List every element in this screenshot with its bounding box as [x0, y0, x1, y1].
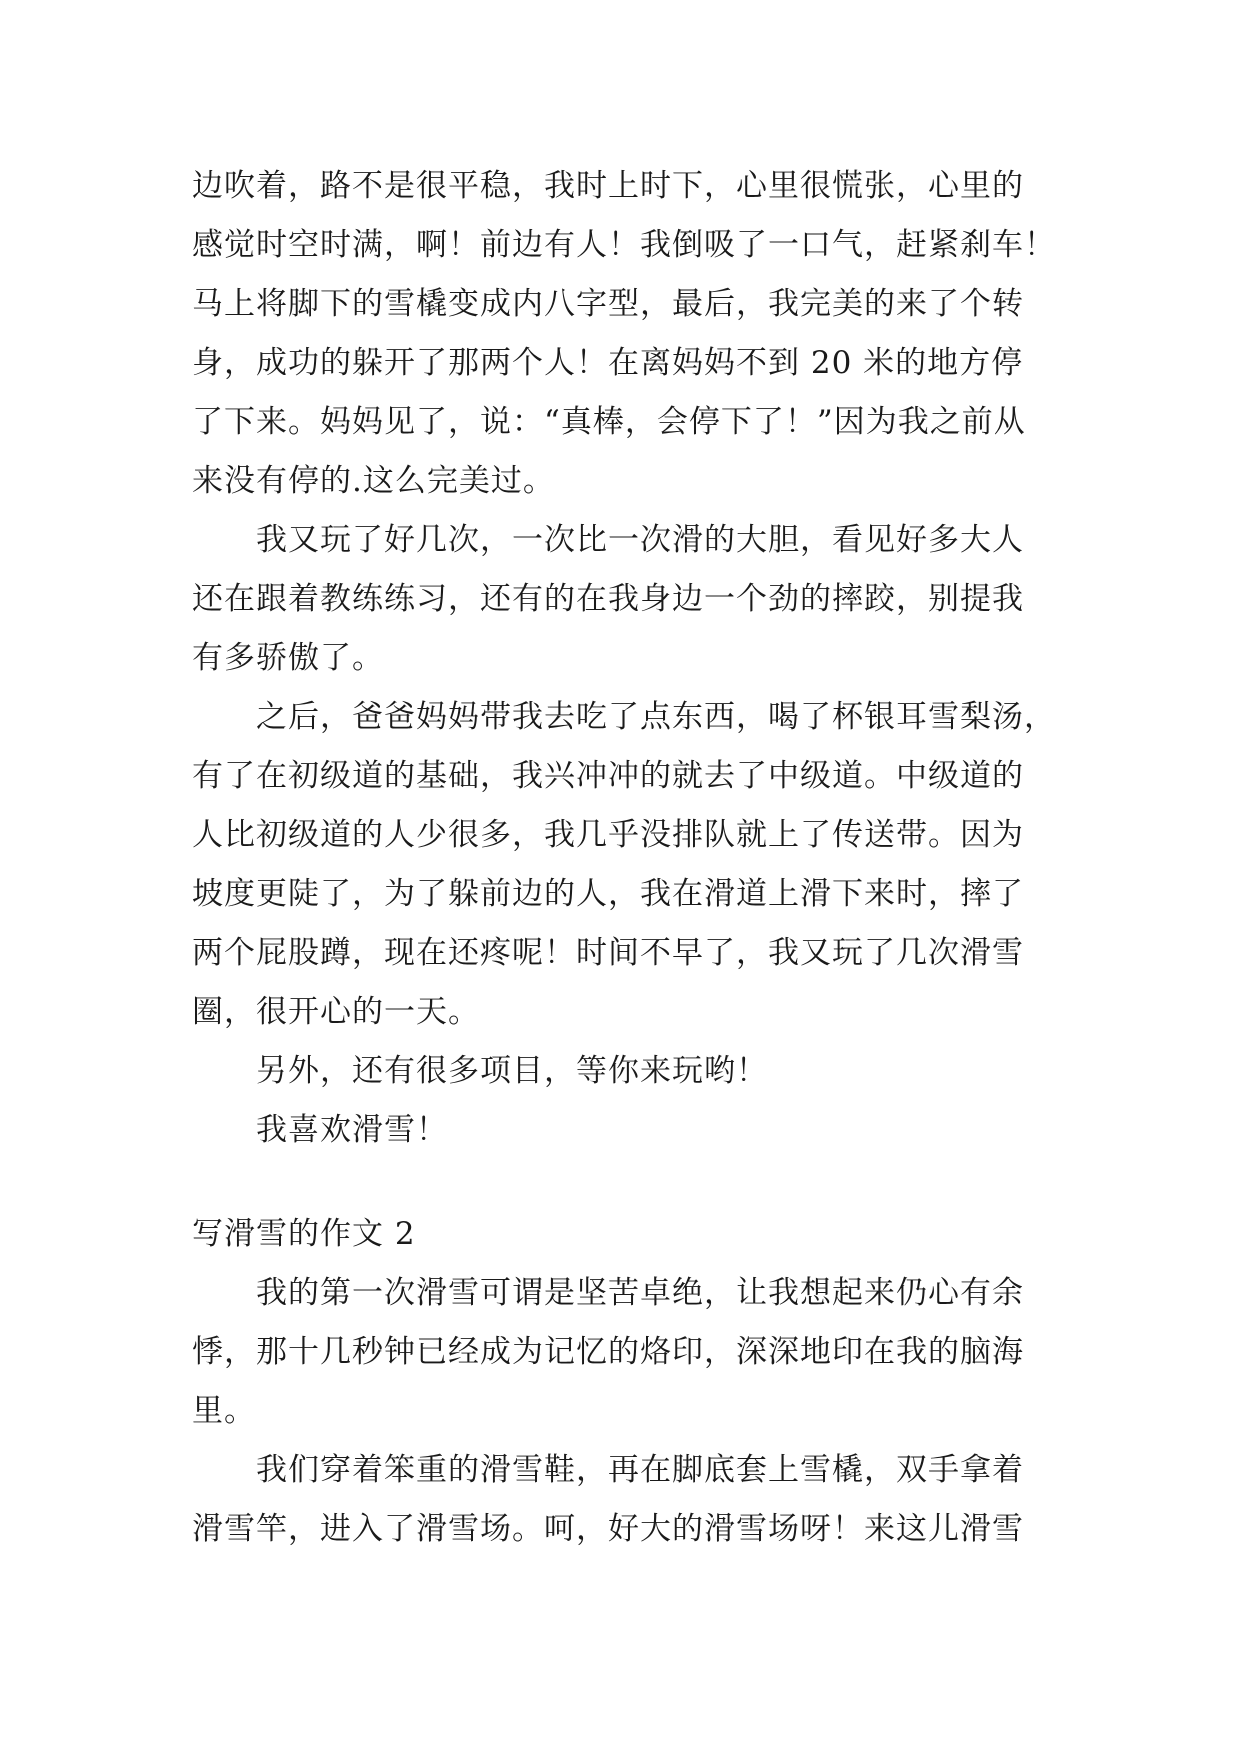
text-line: 滑雪竿，进入了滑雪场。呵，好大的滑雪场呀！来这儿滑雪	[192, 1511, 1024, 1547]
text-line: 有了在初级道的基础，我兴冲冲的就去了中级道。中级道的	[192, 758, 1024, 794]
text-line: 里。	[192, 1393, 256, 1429]
text-line: 边吹着，路不是很平稳，我时上时下，心里很慌张，心里的	[192, 168, 1024, 204]
text-line: 身，成功的躲开了那两个人！在离妈妈不到 20 米的地方停	[192, 345, 1024, 381]
text-line: 感觉时空时满，啊！前边有人！我倒吸了一口气，赶紧刹车！	[192, 227, 1056, 263]
text-line: 我们穿着笨重的滑雪鞋，再在脚底套上雪橇，双手拿着	[256, 1452, 1024, 1488]
text-line: 来没有停的.这么完美过。	[192, 463, 555, 499]
text-line: 我的第一次滑雪可谓是坚苦卓绝，让我想起来仍心有余	[256, 1275, 1024, 1311]
text-line: 还在跟着教练练习，还有的在我身边一个劲的摔跤，别提我	[192, 581, 1024, 617]
section-heading: 写滑雪的作文 2	[192, 1216, 416, 1252]
text-line: 两个屁股蹲，现在还疼呢！时间不早了，我又玩了几次滑雪	[192, 935, 1024, 971]
closing-line: 我喜欢滑雪！	[256, 1112, 448, 1148]
text-line: 悸，那十几秒钟已经成为记忆的烙印，深深地印在我的脑海	[192, 1334, 1024, 1370]
text-line: 之后，爸爸妈妈带我去吃了点东西，喝了杯银耳雪梨汤，	[256, 699, 1056, 735]
text-line: 了下来。妈妈见了，说：“真棒，会停下了！”因为我之前从	[192, 404, 1026, 440]
text-line: 坡度更陡了，为了躲前边的人，我在滑道上滑下来时，摔了	[192, 876, 1024, 912]
text-line: 马上将脚下的雪橇变成内八字型，最后，我完美的来了个转	[192, 286, 1024, 322]
text-line: 我又玩了好几次，一次比一次滑的大胆，看见好多大人	[256, 522, 1024, 558]
text-line: 人比初级道的人少很多，我几乎没排队就上了传送带。因为	[192, 817, 1024, 853]
text-line: 有多骄傲了。	[192, 640, 384, 676]
text-line: 另外，还有很多项目，等你来玩哟！	[256, 1053, 768, 1089]
text-line: 圈，很开心的一天。	[192, 994, 480, 1030]
